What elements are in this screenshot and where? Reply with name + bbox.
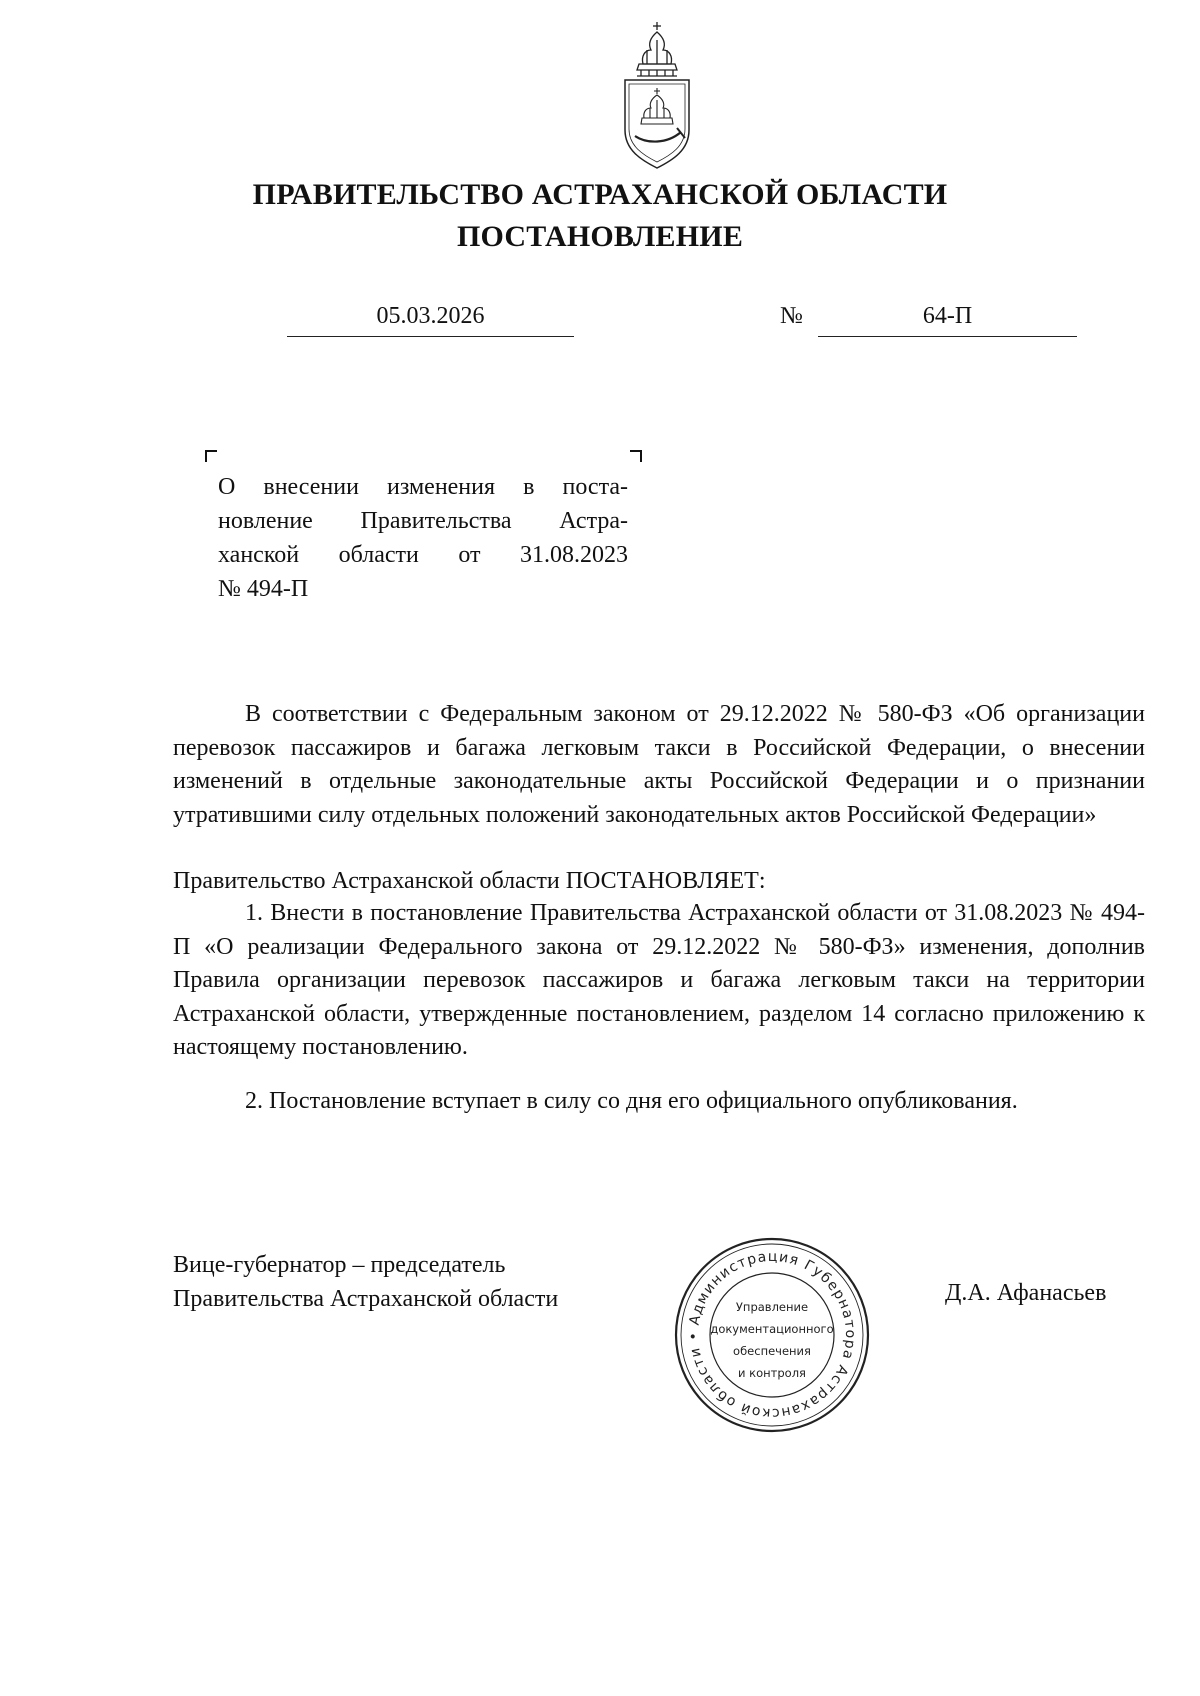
svg-text:обеспечения: обеспечения [733, 1344, 811, 1358]
subject-line: новление Правительства Астра- [218, 508, 628, 534]
subject-corner-left [205, 450, 217, 462]
signatory-name: Д.А. Афанасьев [945, 1280, 1107, 1306]
subject-line: О внесении изменения в поста- [218, 474, 628, 500]
document-type-title: ПОСТАНОВЛЕНИЕ [456, 220, 744, 253]
signatory-position [173, 1248, 558, 1316]
position-line-1: Вице-губернатор – председатель [173, 1252, 506, 1278]
official-stamp-icon [672, 1235, 872, 1435]
document-number: 64-П [818, 300, 1077, 337]
svg-text:Администрация Губернатора Астр: Администрация Губернатора Астраханской области • [685, 1248, 859, 1422]
government-title: ПРАВИТЕЛЬСТВО АСТРАХАНСКОЙ ОБЛАСТИ [252, 178, 948, 211]
subject-line: № 494-П [218, 576, 309, 602]
coat-of-arms-icon [617, 20, 697, 172]
legal-basis-paragraph [173, 698, 1145, 832]
svg-text:Управление: Управление [735, 1300, 809, 1314]
position-line-2: Правительства Астраханской области [173, 1286, 559, 1312]
svg-text:и контроля: и контроля [738, 1366, 806, 1380]
document-date: 05.03.2026 [287, 300, 574, 337]
subject-corner-right [630, 450, 642, 462]
item-1-paragraph [173, 897, 1145, 1065]
decree-paragraph: Правительство Астраханской области ПОСТАНОВЛЯЕТ: [173, 868, 766, 894]
legal-basis-text: В соответствии с Федеральным законом от 29.12.2022 № 580-ФЗ «Об организации перевозок пассажиров и багажа легковым такси в Российской Федерации, о внесении изменений в отдельные законодательные акты Российской Федерации и о признании утратившими силу отдельных положений законодательных актов Российской Федерации» [173, 701, 1145, 828]
item-2-paragraph [173, 1085, 1145, 1119]
svg-text:документационного: документационного [710, 1322, 834, 1336]
subject-line: ханской области от 31.08.2023 [218, 542, 628, 568]
item-1-text: 1. Внести в постановление Правительства Астраханской области от 31.08.2023 № 494-П «О реализации Федерального закона от 29.12.2022 № 580-ФЗ» изменения, дополнив Правила организации перевозок пассажиров и багажа легковым такси на территории Астраханской области, утвержденные постановлением, разделом 14 согласно приложению к настоящему постановлению. [173, 900, 1145, 1060]
document-subject [218, 470, 628, 606]
number-sign: № [780, 303, 803, 329]
item-2-text: 2. Постановление вступает в силу со дня его официального опубликования. [245, 1088, 1018, 1114]
